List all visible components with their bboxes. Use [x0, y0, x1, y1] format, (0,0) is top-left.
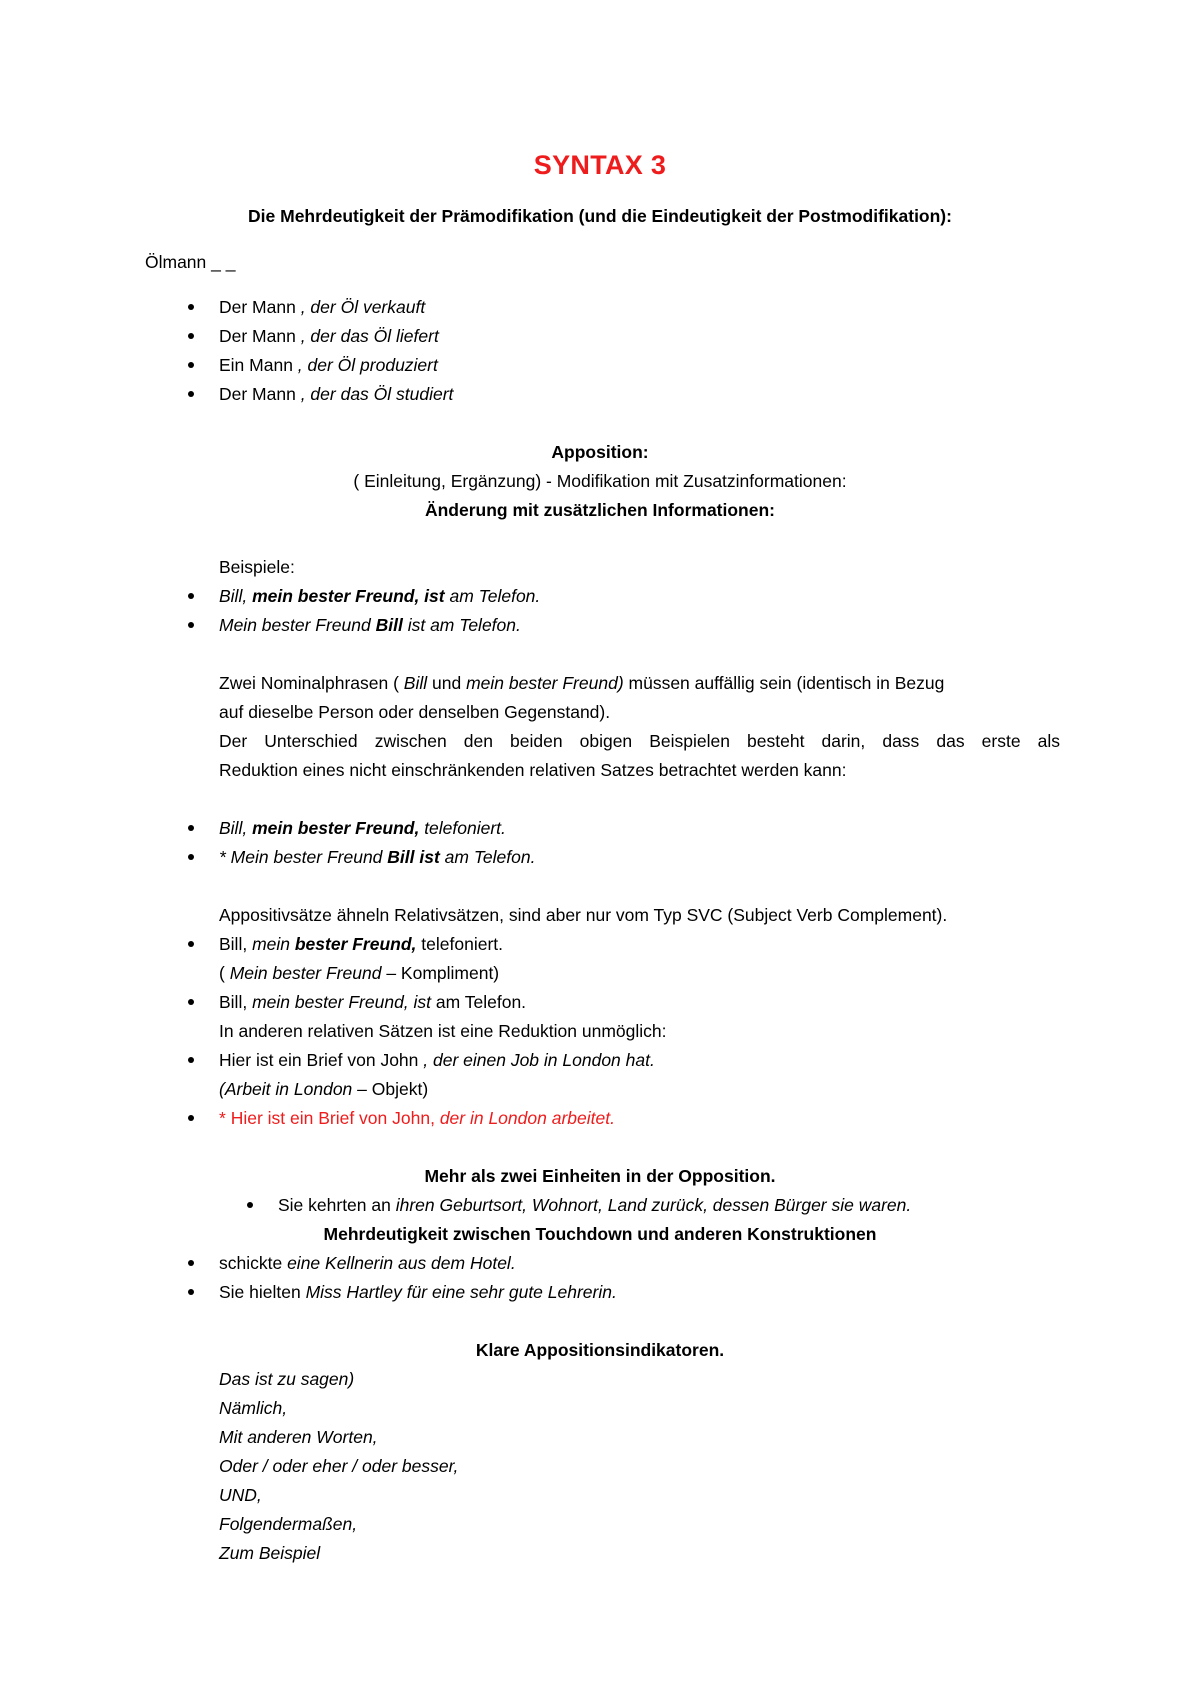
indicator-item: UND,: [219, 1485, 262, 1505]
list-item: Ein Mann , der Öl produziert: [219, 355, 438, 375]
appositiv-statement: Appositivsätze ähneln Relativsätzen, sind aber nur vom Typ SVC (Subject Verb Complement).: [219, 905, 948, 925]
example-note: (Arbeit in London – Objekt): [219, 1079, 429, 1099]
oelmann-label: Ölmann _ _: [145, 252, 236, 272]
indicator-item: Folgendermaßen,: [219, 1514, 358, 1534]
example-sentence: * Mein bester Freund Bill ist am Telefon.: [219, 847, 536, 867]
indicator-item: Nämlich,: [219, 1398, 288, 1418]
apposition-heading: Apposition:: [551, 442, 649, 462]
example-sentence: Bill, mein bester Freund, ist am Telefon.: [219, 586, 541, 606]
paragraph-line: Der Unterschied zwischen den beiden obigen Beispielen besteht darin, dass das erste als: [219, 731, 1060, 751]
bullet-icon: [188, 1289, 194, 1295]
bullet-icon: [188, 999, 194, 1005]
bullet-icon: [247, 1202, 253, 1208]
touchdown-heading: Mehrdeutigkeit zwischen Touchdown und anderen Konstruktionen: [323, 1224, 877, 1244]
bullet-icon: [188, 1115, 194, 1121]
bullet-icon: [188, 391, 194, 397]
bullet-icon: [188, 622, 194, 628]
example-sentence: Mein bester Freund Bill ist am Telefon.: [219, 615, 521, 635]
bullet-icon: [188, 1057, 194, 1063]
document-title: SYNTAX 3: [533, 150, 667, 180]
beispiele-label: Beispiele:: [219, 557, 295, 577]
example-note: ( Mein bester Freund – Kompliment): [219, 963, 500, 983]
bullet-icon: [188, 593, 194, 599]
bullet-icon: [188, 362, 194, 368]
apposition-subheading-2: Änderung mit zusätzlichen Informationen:: [424, 500, 775, 520]
mehr-heading: Mehr als zwei Einheiten in der Opposition.: [424, 1166, 776, 1186]
reduktion-statement: In anderen relativen Sätzen ist eine Reduktion unmöglich:: [219, 1021, 667, 1041]
example-sentence: Bill, mein bester Freund, telefoniert.: [219, 818, 506, 838]
indicator-item: Das ist zu sagen): [219, 1369, 355, 1389]
paragraph-line: Reduktion eines nicht einschränkenden relativen Satzes betrachtet werden kann:: [219, 760, 847, 780]
indicator-item: Mit anderen Worten,: [219, 1427, 378, 1447]
example-sentence: Bill, mein bester Freund, ist am Telefon.: [219, 992, 527, 1012]
bullet-icon: [188, 941, 194, 947]
section-heading-premodification: Die Mehrdeutigkeit der Prämodifikation (und die Eindeutigkeit der Postmodifikation):: [248, 206, 952, 226]
paragraph-line: auf dieselbe Person oder denselben Gegenstand).: [219, 702, 611, 722]
list-item: Der Mann , der Öl verkauft: [219, 297, 426, 317]
indicator-item: Zum Beispiel: [219, 1543, 321, 1563]
indicator-item: Oder / oder eher / oder besser,: [219, 1456, 459, 1476]
example-sentence: Sie hielten Miss Hartley für eine sehr gute Lehrerin.: [219, 1282, 617, 1302]
list-item: Der Mann , der das Öl liefert: [219, 326, 439, 346]
example-sentence: Hier ist ein Brief von John , der einen Job in London hat.: [219, 1050, 655, 1070]
example-sentence-ungrammatical: * Hier ist ein Brief von John, der in London arbeitet.: [219, 1108, 615, 1128]
example-sentence: Sie kehrten an ihren Geburtsort, Wohnort, Land zurück, dessen Bürger sie waren.: [278, 1195, 912, 1215]
apposition-subheading: ( Einleitung, Ergänzung) - Modifikation mit Zusatzinformationen:: [353, 471, 847, 491]
bullet-icon: [188, 825, 194, 831]
example-sentence: Bill, mein bester Freund, telefoniert.: [219, 934, 503, 954]
example-sentence: schickte eine Kellnerin aus dem Hotel.: [219, 1253, 516, 1273]
list-item: Der Mann , der das Öl studiert: [219, 384, 454, 404]
klare-heading: Klare Appositionsindikatoren.: [475, 1340, 725, 1360]
paragraph-line: Zwei Nominalphrasen ( Bill und mein bester Freund) müssen auffällig sein (identisch in Bezug: [219, 673, 945, 693]
bullet-icon: [188, 304, 194, 310]
bullet-icon: [188, 1260, 194, 1266]
bullet-icon: [188, 333, 194, 339]
bullet-icon: [188, 854, 194, 860]
